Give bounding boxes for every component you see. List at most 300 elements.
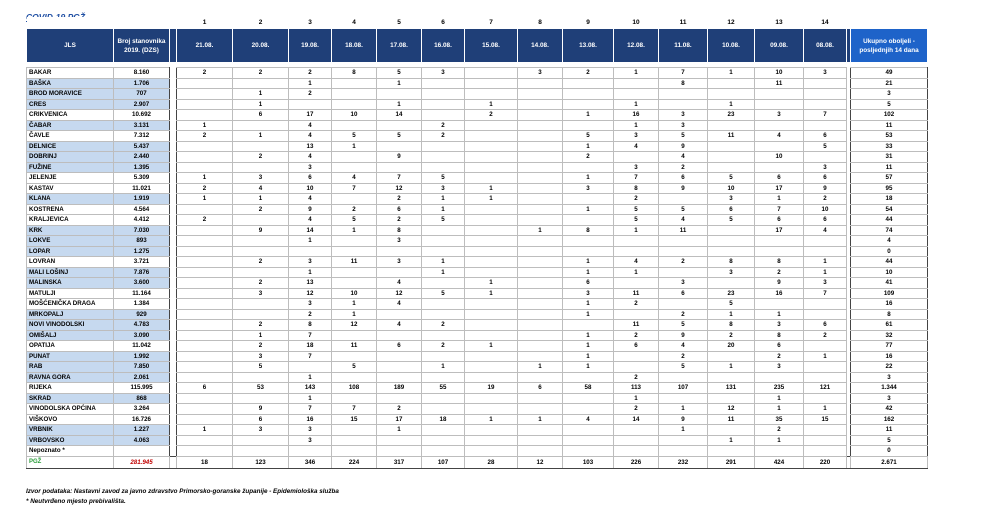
case-count <box>422 446 465 457</box>
case-count: 3 <box>659 278 708 289</box>
case-count <box>465 152 518 163</box>
case-count <box>708 152 755 163</box>
empty-cell <box>851 17 928 29</box>
case-count <box>563 372 614 383</box>
case-count: 1 <box>563 341 614 352</box>
case-count <box>708 141 755 152</box>
case-count: 6 <box>289 173 332 184</box>
case-count: 5 <box>659 204 708 215</box>
case-count: 4 <box>377 320 422 331</box>
case-count <box>518 278 563 289</box>
case-count: 3 <box>563 183 614 194</box>
municipality-name: OPATIJA <box>27 341 114 352</box>
case-count <box>377 362 422 373</box>
case-count: 3 <box>289 435 332 446</box>
case-count <box>177 446 233 457</box>
case-count: 7 <box>804 288 847 299</box>
case-count: 3 <box>289 162 332 173</box>
case-count: 12 <box>377 183 422 194</box>
case-count <box>708 225 755 236</box>
case-count: 58 <box>563 383 614 394</box>
case-count: 6 <box>377 204 422 215</box>
case-count <box>332 162 377 173</box>
case-count <box>332 120 377 131</box>
municipality-name: NOVI VINODOLSKI <box>27 320 114 331</box>
case-count: 1 <box>708 362 755 373</box>
empty-cell <box>170 29 177 63</box>
column-number: 7 <box>465 17 518 29</box>
case-count: 12 <box>377 288 422 299</box>
municipality-name: JELENJE <box>27 173 114 184</box>
case-count: 1 <box>289 372 332 383</box>
case-count: 2 <box>614 404 659 415</box>
case-count <box>708 236 755 247</box>
case-count: 1 <box>563 173 614 184</box>
case-count <box>518 309 563 320</box>
case-count: 2 <box>233 341 289 352</box>
case-count: 17 <box>755 225 804 236</box>
case-count: 1 <box>563 110 614 121</box>
table-row <box>27 225 928 236</box>
empty-cell <box>170 204 177 215</box>
case-count: 9 <box>289 204 332 215</box>
case-count: 6 <box>804 131 847 142</box>
case-count: 1 <box>332 299 377 310</box>
case-count <box>518 183 563 194</box>
case-count <box>377 141 422 152</box>
case-count: 1 <box>422 204 465 215</box>
case-count <box>614 425 659 436</box>
case-count: 143 <box>289 383 332 394</box>
table-row <box>27 309 928 320</box>
case-count: 53 <box>233 383 289 394</box>
population-value: 7.850 <box>114 362 170 373</box>
case-count: 9 <box>659 330 708 341</box>
case-count: 1 <box>177 120 233 131</box>
case-count <box>518 435 563 446</box>
case-count: 4 <box>233 183 289 194</box>
case-count: 2 <box>659 351 708 362</box>
column-number: 12 <box>708 17 755 29</box>
header-date: 13.08. <box>563 29 614 63</box>
case-count <box>332 435 377 446</box>
case-count: 17 <box>289 110 332 121</box>
case-count: 3 <box>614 162 659 173</box>
population-value: 2.440 <box>114 152 170 163</box>
empty-cell <box>170 351 177 362</box>
case-count: 6 <box>659 288 708 299</box>
case-count <box>422 225 465 236</box>
case-count <box>177 288 233 299</box>
empty-cell <box>170 404 177 415</box>
case-count: 2 <box>289 309 332 320</box>
case-count: 3 <box>804 68 847 79</box>
case-count: 1 <box>804 267 847 278</box>
case-count: 10 <box>332 288 377 299</box>
case-count <box>518 246 563 257</box>
case-count <box>233 309 289 320</box>
case-count: 5 <box>377 131 422 142</box>
case-count: 3 <box>233 425 289 436</box>
case-count <box>233 267 289 278</box>
empty-cell <box>170 309 177 320</box>
case-count: 7 <box>332 183 377 194</box>
case-count: 1 <box>708 309 755 320</box>
totals-count: 317 <box>377 456 422 468</box>
case-count: 9 <box>755 278 804 289</box>
case-count: 2 <box>422 341 465 352</box>
case-count: 11 <box>708 131 755 142</box>
case-count: 11 <box>332 257 377 268</box>
municipality-name: LOPAR <box>27 246 114 257</box>
case-count: 2 <box>233 68 289 79</box>
population-value: 893 <box>114 236 170 247</box>
case-count <box>708 162 755 173</box>
case-count: 1 <box>177 173 233 184</box>
case-count: 1 <box>708 435 755 446</box>
municipality-name: DELNICE <box>27 141 114 152</box>
table-row <box>27 404 928 415</box>
case-count <box>465 435 518 446</box>
case-count <box>518 99 563 110</box>
case-count <box>377 246 422 257</box>
case-count <box>465 68 518 79</box>
case-count <box>614 309 659 320</box>
municipality-name: DOBRINJ <box>27 152 114 163</box>
empty-cell <box>170 89 177 100</box>
table-row <box>27 330 928 341</box>
empty-cell <box>170 173 177 184</box>
case-count: 16 <box>289 414 332 425</box>
case-count: 1 <box>518 414 563 425</box>
case-count: 3 <box>289 425 332 436</box>
population-value: 7.030 <box>114 225 170 236</box>
population-value: 8.160 <box>114 68 170 79</box>
case-count <box>518 320 563 331</box>
case-count <box>377 330 422 341</box>
case-count <box>422 162 465 173</box>
header-date: 16.08. <box>422 29 465 63</box>
population-value: 1.706 <box>114 78 170 89</box>
case-count <box>377 435 422 446</box>
case-count <box>377 89 422 100</box>
case-count: 235 <box>755 383 804 394</box>
municipality-name: BROD MORAVICE <box>27 89 114 100</box>
case-count: 11 <box>332 341 377 352</box>
case-count <box>422 393 465 404</box>
empty-cell <box>170 152 177 163</box>
row-total: 32 <box>851 330 928 341</box>
case-count <box>518 131 563 142</box>
case-count: 35 <box>755 414 804 425</box>
case-count <box>465 141 518 152</box>
row-total: 5 <box>851 99 928 110</box>
case-count: 5 <box>659 362 708 373</box>
case-count: 2 <box>659 162 708 173</box>
case-count <box>377 162 422 173</box>
covid-cases-table <box>26 17 928 469</box>
empty-cell <box>170 120 177 131</box>
empty-cell <box>170 17 177 29</box>
population-value: 1.275 <box>114 246 170 257</box>
case-count <box>422 351 465 362</box>
municipality-name: LOVRAN <box>27 257 114 268</box>
case-count <box>563 393 614 404</box>
case-count <box>518 393 563 404</box>
table-row <box>27 257 928 268</box>
case-count: 4 <box>289 194 332 205</box>
row-total: 11 <box>851 425 928 436</box>
case-count <box>233 435 289 446</box>
table-row <box>27 362 928 373</box>
case-count: 5 <box>659 320 708 331</box>
case-count <box>804 99 847 110</box>
case-count <box>422 110 465 121</box>
case-count: 1 <box>422 257 465 268</box>
case-count: 11 <box>755 78 804 89</box>
case-count: 4 <box>289 215 332 226</box>
case-count: 5 <box>422 173 465 184</box>
case-count: 3 <box>289 299 332 310</box>
case-count <box>614 278 659 289</box>
case-count: 11 <box>659 225 708 236</box>
case-count: 6 <box>518 383 563 394</box>
case-count: 3 <box>755 320 804 331</box>
case-count: 1 <box>804 257 847 268</box>
case-count: 3 <box>804 278 847 289</box>
case-count <box>518 351 563 362</box>
case-count: 3 <box>289 257 332 268</box>
municipality-name: SKRAD <box>27 393 114 404</box>
population-value: 4.783 <box>114 320 170 331</box>
case-count: 113 <box>614 383 659 394</box>
case-count <box>563 320 614 331</box>
case-count: 14 <box>289 225 332 236</box>
case-count <box>332 351 377 362</box>
empty-cell <box>170 99 177 110</box>
case-count: 6 <box>804 215 847 226</box>
column-number: 2 <box>233 17 289 29</box>
row-total: 18 <box>851 194 928 205</box>
municipality-name: RAVNA GORA <box>27 372 114 383</box>
empty-cell <box>170 330 177 341</box>
case-count <box>465 131 518 142</box>
case-count: 5 <box>708 299 755 310</box>
case-count: 5 <box>708 173 755 184</box>
table-row <box>27 393 928 404</box>
case-count <box>804 446 847 457</box>
case-count <box>614 435 659 446</box>
case-count <box>563 99 614 110</box>
case-count: 7 <box>804 110 847 121</box>
case-count: 8 <box>377 225 422 236</box>
case-count: 1 <box>465 278 518 289</box>
case-count: 1 <box>422 194 465 205</box>
municipality-name: ČABAR <box>27 120 114 131</box>
row-total: 41 <box>851 278 928 289</box>
case-count: 1 <box>755 435 804 446</box>
case-count <box>233 215 289 226</box>
case-count <box>422 99 465 110</box>
table-row <box>27 204 928 215</box>
case-count: 23 <box>708 110 755 121</box>
municipality-name: CRIKVENICA <box>27 110 114 121</box>
empty-cell <box>170 341 177 352</box>
case-count: 1 <box>233 89 289 100</box>
population-value: 1.395 <box>114 162 170 173</box>
case-count <box>465 173 518 184</box>
municipality-name: ČAVLE <box>27 131 114 142</box>
case-count <box>177 320 233 331</box>
column-number: 11 <box>659 17 708 29</box>
case-count <box>233 246 289 257</box>
case-count: 1 <box>177 425 233 436</box>
case-count: 4 <box>563 414 614 425</box>
case-count: 11 <box>708 414 755 425</box>
case-count <box>804 372 847 383</box>
case-count <box>755 299 804 310</box>
case-count: 1 <box>563 351 614 362</box>
empty-cell <box>170 288 177 299</box>
case-count: 1 <box>518 225 563 236</box>
table-row <box>27 446 928 457</box>
empty-cell <box>170 257 177 268</box>
case-count <box>177 246 233 257</box>
case-count: 1 <box>614 120 659 131</box>
population-value: 16.726 <box>114 414 170 425</box>
empty-cell <box>170 141 177 152</box>
case-count: 4 <box>332 173 377 184</box>
case-count <box>177 78 233 89</box>
case-count: 6 <box>804 173 847 184</box>
case-count <box>422 404 465 415</box>
case-count <box>804 246 847 257</box>
row-total: 21 <box>851 78 928 89</box>
case-count: 1 <box>465 99 518 110</box>
case-count <box>289 362 332 373</box>
population-value: 4.412 <box>114 215 170 226</box>
column-number: 10 <box>614 17 659 29</box>
case-count <box>465 225 518 236</box>
case-count <box>465 120 518 131</box>
table-row <box>27 267 928 278</box>
empty-cell <box>170 78 177 89</box>
case-count <box>804 299 847 310</box>
case-count: 3 <box>659 120 708 131</box>
empty-cell <box>27 17 114 29</box>
case-count: 4 <box>804 225 847 236</box>
case-count: 7 <box>289 351 332 362</box>
row-total: 102 <box>851 110 928 121</box>
case-count: 5 <box>659 131 708 142</box>
case-count: 2 <box>177 183 233 194</box>
case-count <box>563 435 614 446</box>
case-count: 1 <box>332 141 377 152</box>
case-count: 108 <box>332 383 377 394</box>
case-count <box>332 446 377 457</box>
case-count: 1 <box>614 99 659 110</box>
case-count: 2 <box>289 89 332 100</box>
case-count: 3 <box>659 110 708 121</box>
case-count <box>518 141 563 152</box>
case-count: 1 <box>233 99 289 110</box>
case-count: 13 <box>289 278 332 289</box>
case-count <box>465 446 518 457</box>
municipality-name: BAKAR <box>27 68 114 79</box>
municipality-name: RAB <box>27 362 114 373</box>
case-count: 1 <box>563 267 614 278</box>
case-count: 9 <box>659 414 708 425</box>
case-count <box>177 278 233 289</box>
case-count: 10 <box>755 68 804 79</box>
case-count <box>233 372 289 383</box>
case-count <box>177 341 233 352</box>
case-count: 4 <box>289 152 332 163</box>
case-count <box>755 246 804 257</box>
case-count: 1 <box>659 404 708 415</box>
empty-cell <box>170 225 177 236</box>
case-count <box>708 351 755 362</box>
case-count <box>563 78 614 89</box>
case-count: 6 <box>755 215 804 226</box>
column-number: 4 <box>332 17 377 29</box>
totals-count: 28 <box>465 456 518 468</box>
case-count <box>518 299 563 310</box>
population-value: 4.564 <box>114 204 170 215</box>
case-count: 5 <box>422 288 465 299</box>
case-count: 5 <box>614 204 659 215</box>
case-count: 16 <box>755 288 804 299</box>
case-count: 6 <box>377 341 422 352</box>
table-row <box>27 99 928 110</box>
case-count: 1 <box>659 425 708 436</box>
case-count: 2 <box>708 330 755 341</box>
case-count <box>465 372 518 383</box>
case-count: 10 <box>708 183 755 194</box>
table-row <box>27 162 928 173</box>
row-total: 10 <box>851 267 928 278</box>
case-count: 4 <box>614 257 659 268</box>
case-count: 1 <box>465 194 518 205</box>
case-count <box>422 246 465 257</box>
case-count <box>518 446 563 457</box>
case-count: 23 <box>708 288 755 299</box>
municipality-name: MOŠĆENIČKA DRAGA <box>27 299 114 310</box>
table-row <box>27 372 928 383</box>
case-count <box>465 299 518 310</box>
header-jls: JLS <box>27 29 114 63</box>
case-count <box>614 351 659 362</box>
case-count: 1 <box>804 404 847 415</box>
case-count <box>659 435 708 446</box>
case-count: 3 <box>377 257 422 268</box>
case-count <box>518 257 563 268</box>
case-count <box>332 267 377 278</box>
case-count <box>804 425 847 436</box>
case-count <box>804 120 847 131</box>
case-count: 2 <box>563 152 614 163</box>
case-count: 1 <box>332 225 377 236</box>
footer-source: Izvor podataka: Nastavni zavod za javno zdravstvo Primorsko-goranske županije - Epidemiološka služba <box>26 488 339 495</box>
case-count <box>804 89 847 100</box>
column-number: 3 <box>289 17 332 29</box>
case-count: 3 <box>804 162 847 173</box>
empty-cell <box>170 320 177 331</box>
case-count: 1 <box>233 131 289 142</box>
case-count <box>422 141 465 152</box>
case-count <box>233 120 289 131</box>
case-count <box>465 215 518 226</box>
